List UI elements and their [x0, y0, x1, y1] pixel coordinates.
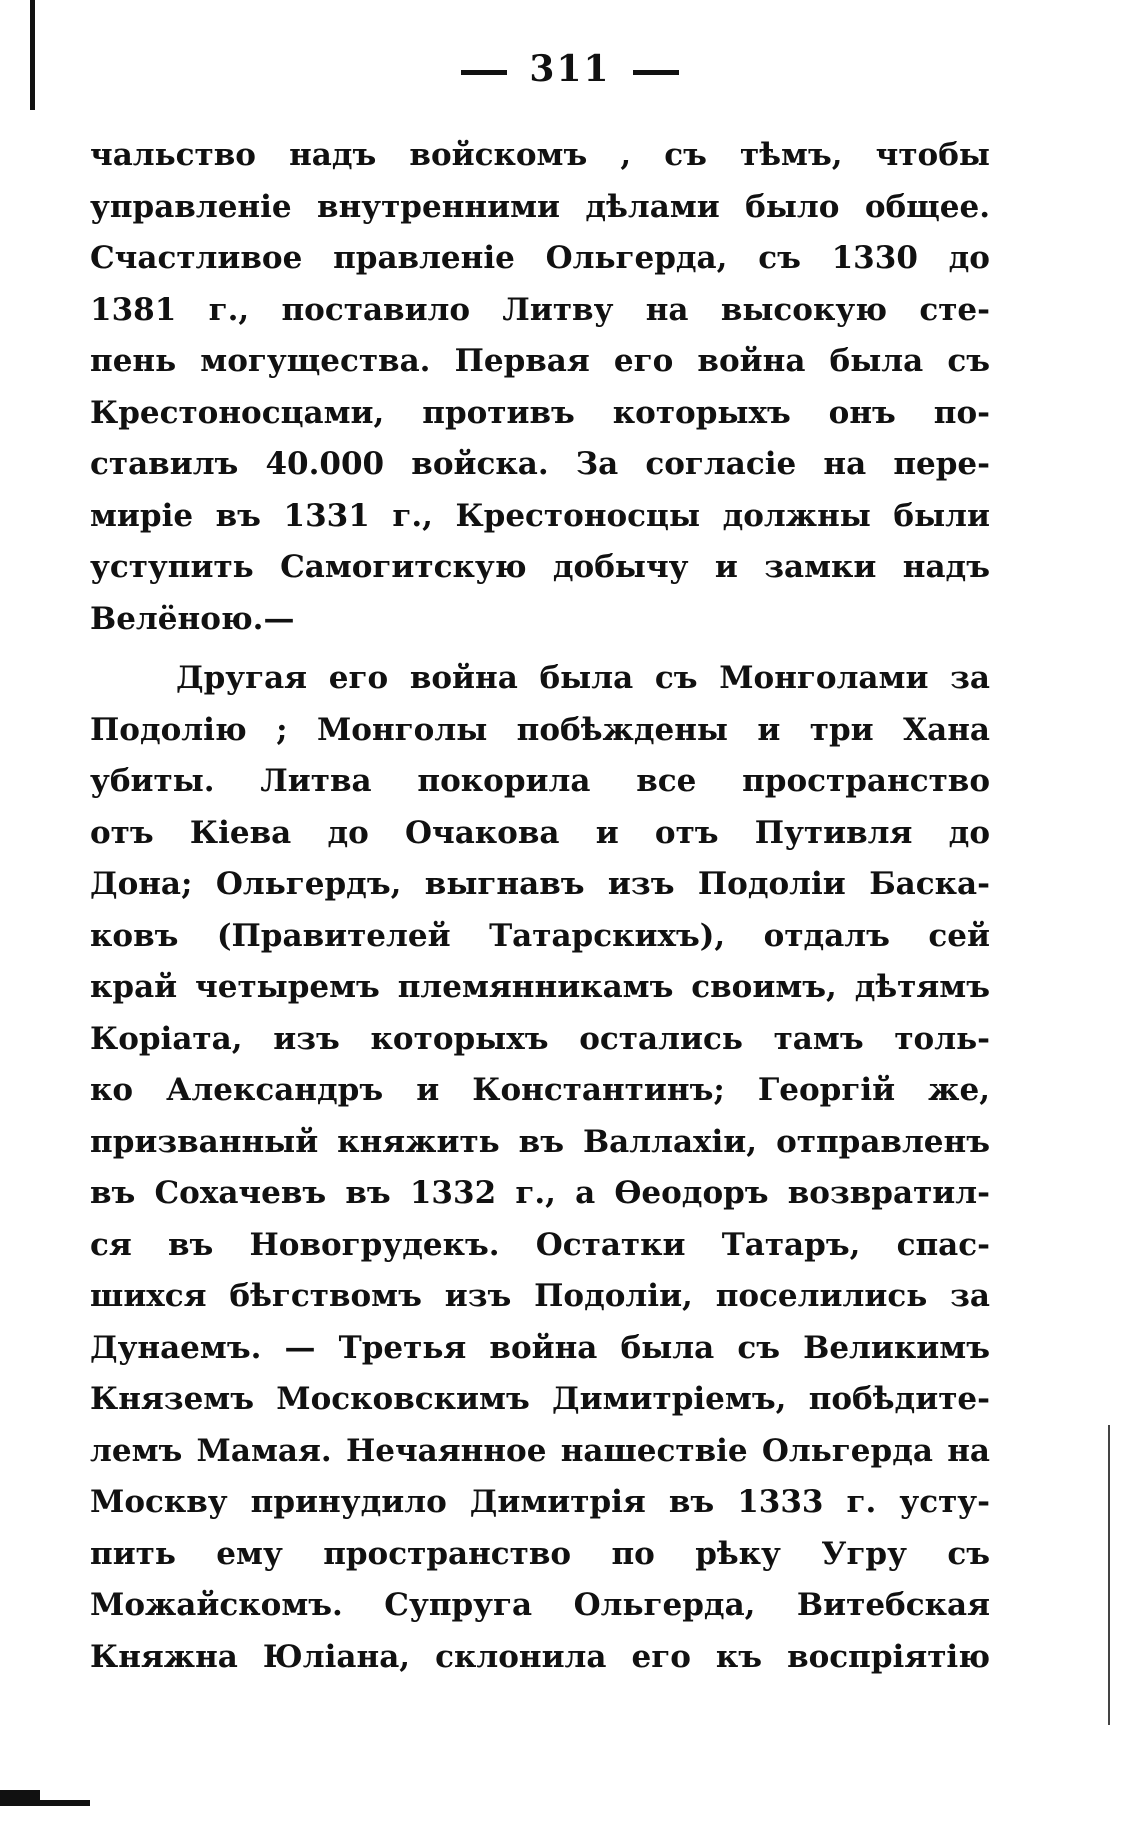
header-dash-right [633, 70, 679, 75]
text-line: отъ Кіева до Очакова и отъ Путивля до [90, 814, 990, 851]
text-line: чальство надъ войскомъ , съ тѣмъ, чтобы [90, 137, 990, 173]
text-line: въ Сохачевъ въ 1332 г., а Ѳеодоръ возвратил- [90, 1175, 990, 1211]
text-line: Дона; Ольгердъ, выгнавъ изъ Подоліи Баска- [90, 866, 990, 902]
page-number: 311 [529, 48, 611, 90]
page-edge-line [1108, 1425, 1110, 1725]
text-line: Другая его война была съ Монголами за [176, 660, 990, 696]
text-line: Подолію ; Монголы побѣждены и три Хана [90, 711, 990, 748]
text-line: управленіе внутренними дѣлами было общее. [90, 188, 990, 225]
body-text [90, 130, 990, 1683]
text-line: лемъ Мамая. Нечаянное нашествіе Ольгерда на [90, 1432, 990, 1469]
text-line: призванный княжить въ Валлахіи, отправленъ [90, 1123, 990, 1160]
text-line: Счастливое правленіе Ольгерда, съ 1330 до [90, 240, 990, 276]
text-line: Дунаемъ. — Третья война была съ Великимъ [90, 1329, 990, 1366]
header-dash-left [461, 70, 507, 75]
paragraph-gap [90, 645, 990, 653]
text-line: ся въ Новогрудекъ. Остатки Татаръ, спас- [90, 1226, 990, 1263]
text-line: пень могущества. Первая его война была съ [90, 343, 990, 379]
text-line: шихся бѣгствомъ изъ Подоліи, поселились за [90, 1278, 990, 1314]
text-line: ковъ (Правителей Татарскихъ), отдалъ сей [90, 917, 990, 954]
text-line: пить ему пространство по рѣку Угру съ [90, 1535, 990, 1572]
text-line: ставилъ 40.000 войска. За согласіе на пере- [90, 446, 990, 482]
text-line: Коріата, изъ которыхъ остались тамъ толь- [90, 1020, 990, 1057]
text-line: Крестоносцами, противъ которыхъ онъ по- [90, 394, 990, 431]
text-line: Велёною.— [90, 600, 295, 637]
text-line: убиты. Литва покорила все пространство [90, 763, 990, 799]
text-line: 1381 г., поставило Литву на высокую сте- [90, 291, 990, 328]
text-line: Москву принудило Димитрія въ 1333 г. усту- [90, 1484, 990, 1520]
text-line: Княжна Юліана, склонила его къ воспріятію [90, 1638, 990, 1675]
text-line: уступить Самогитскую добычу и замки надъ [90, 549, 990, 585]
text-line: край четыремъ племянникамъ своимъ, дѣтямъ [90, 969, 990, 1005]
corner-mark-blot [0, 1790, 40, 1800]
text-line: ко Александръ и Константинъ; Георгій же, [90, 1072, 990, 1108]
text-line: Княземъ Московскимъ Димитріемъ, побѣдите- [90, 1381, 990, 1417]
text-line: Можайскомъ. Супруга Ольгерда, Витебская [90, 1587, 990, 1623]
page-header [0, 48, 1140, 90]
corner-mark [0, 1800, 90, 1806]
text-line: миріе въ 1331 г., Крестоносцы должны были [90, 497, 990, 534]
